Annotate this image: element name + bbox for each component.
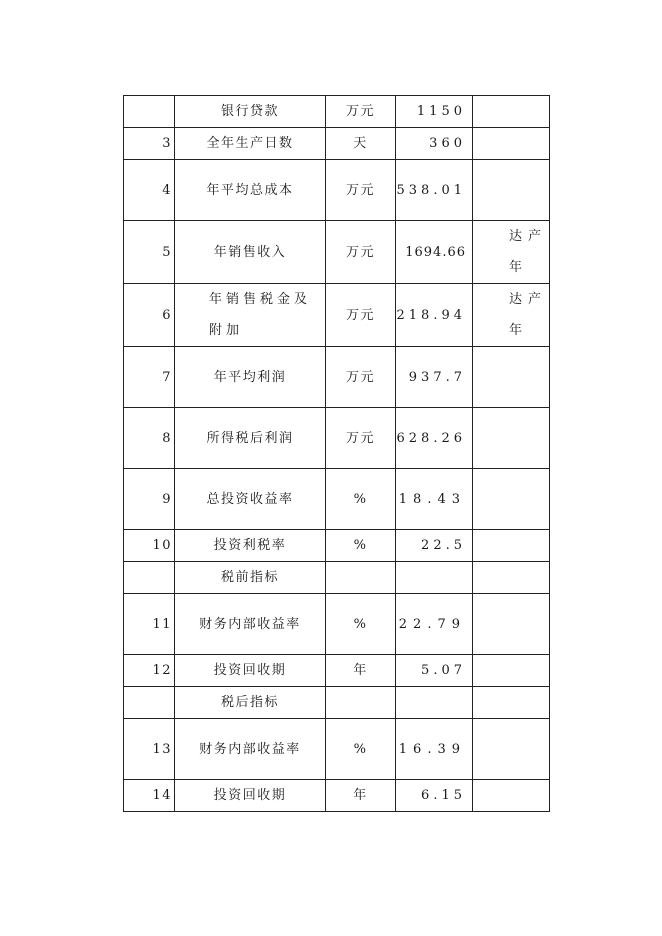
- item-name: 年平均总成本: [175, 160, 326, 221]
- unit: 万元: [326, 284, 396, 347]
- table-row: [124, 160, 550, 221]
- note-cell: [473, 284, 550, 347]
- section-heading: 税后指标: [175, 687, 326, 719]
- row-number: 8: [124, 408, 175, 469]
- note: [473, 469, 550, 530]
- value: 22.5: [396, 530, 473, 562]
- section-heading: 税前指标: [175, 562, 326, 594]
- note: [473, 160, 550, 221]
- row-number: [124, 687, 175, 719]
- value: 538.01: [396, 160, 473, 221]
- row-number: 14: [124, 780, 175, 812]
- item-name: 投资回收期: [175, 655, 326, 687]
- unit: %: [326, 469, 396, 530]
- value: [396, 687, 473, 719]
- table-row: [124, 655, 550, 687]
- row-number: [124, 562, 175, 594]
- row-number: 11: [124, 594, 175, 655]
- item-name: 总投资收益率: [175, 469, 326, 530]
- table-row: [124, 347, 550, 408]
- table-row: [124, 562, 550, 594]
- note-cell: [473, 221, 550, 284]
- table-row: [124, 408, 550, 469]
- item-name: 年销售税金及附加: [209, 292, 312, 338]
- item-name: 投资利税率: [175, 530, 326, 562]
- unit: %: [326, 594, 396, 655]
- unit: 年: [326, 780, 396, 812]
- row-number: 7: [124, 347, 175, 408]
- item-name-cell: [175, 284, 326, 347]
- table-row: [124, 96, 550, 128]
- row-number: 4: [124, 160, 175, 221]
- item-name: 投资回收期: [175, 780, 326, 812]
- unit: 万元: [326, 160, 396, 221]
- item-name: 全年生产日数: [175, 128, 326, 160]
- value: 16.39: [396, 719, 473, 780]
- value: 628.26: [396, 408, 473, 469]
- value: 5.07: [396, 655, 473, 687]
- table-row: [124, 128, 550, 160]
- financial-indicators-table: [123, 95, 550, 812]
- unit: 万元: [326, 96, 396, 128]
- row-number: 12: [124, 655, 175, 687]
- note: [473, 408, 550, 469]
- row-number: 10: [124, 530, 175, 562]
- value: [396, 562, 473, 594]
- note: [473, 128, 550, 160]
- table-row: [124, 284, 550, 347]
- unit: 年: [326, 655, 396, 687]
- item-name: 所得税后利润: [175, 408, 326, 469]
- row-number: 5: [124, 221, 175, 284]
- note: [473, 719, 550, 780]
- unit: %: [326, 530, 396, 562]
- value: 1150: [396, 96, 473, 128]
- unit: 万元: [326, 408, 396, 469]
- note: [473, 594, 550, 655]
- table-row: [124, 469, 550, 530]
- unit: 万元: [326, 347, 396, 408]
- row-number: 9: [124, 469, 175, 530]
- item-name: 银行贷款: [175, 96, 326, 128]
- unit: 万元: [326, 221, 396, 284]
- table-row: [124, 594, 550, 655]
- table-row: [124, 530, 550, 562]
- note: 达产年: [509, 292, 548, 338]
- value: 1694.66: [396, 221, 473, 284]
- item-name: 财务内部收益率: [175, 719, 326, 780]
- table-row: [124, 221, 550, 284]
- table-row: [124, 687, 550, 719]
- row-number: 13: [124, 719, 175, 780]
- unit: [326, 687, 396, 719]
- table-row: [124, 719, 550, 780]
- value: 218.94: [396, 284, 473, 347]
- item-name: 财务内部收益率: [175, 594, 326, 655]
- note: [473, 96, 550, 128]
- table-row: [124, 780, 550, 812]
- value: 6.15: [396, 780, 473, 812]
- unit: 天: [326, 128, 396, 160]
- note: [473, 562, 550, 594]
- value: 18.43: [396, 469, 473, 530]
- item-name: 年销售收入: [175, 221, 326, 284]
- row-number: 6: [124, 284, 175, 347]
- item-name: 年平均利润: [175, 347, 326, 408]
- unit: [326, 562, 396, 594]
- row-number: 3: [124, 128, 175, 160]
- row-number: [124, 96, 175, 128]
- note: [473, 530, 550, 562]
- value: 360: [396, 128, 473, 160]
- value: 937.7: [396, 347, 473, 408]
- note: [473, 655, 550, 687]
- unit: %: [326, 719, 396, 780]
- value: 22.79: [396, 594, 473, 655]
- note: 达产年: [509, 229, 548, 275]
- note: [473, 347, 550, 408]
- note: [473, 687, 550, 719]
- note: [473, 780, 550, 812]
